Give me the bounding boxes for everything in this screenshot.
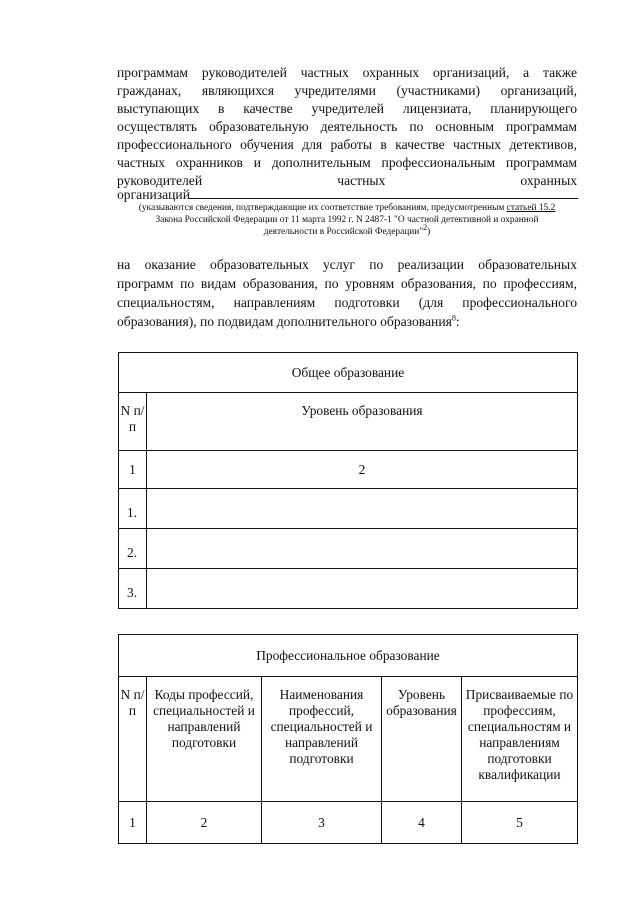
footnote-prefix: (указываются сведения, подтверждающие их соответствие требованиям, предусмотренным <box>138 203 507 213</box>
professional-table-title: Профессиональное образование <box>119 635 578 677</box>
footnote-marker: 2 <box>423 222 428 232</box>
footnote-line-3 <box>117 222 577 238</box>
intro-line-4: осуществлять образовательную деятельность по основным программам <box>117 119 577 134</box>
footnote-line-3-text: деятельности в Российской Федерации" <box>263 227 424 237</box>
professional-col-number: N п/п <box>119 677 147 802</box>
services-line-3: специальностям, направлениям подготовки (для профессионального <box>117 295 577 310</box>
footnote-line-2: Закона Российской Федерации от 11 марта 1992 г. N 2487-1 "О частной детективной и охранной <box>155 215 539 225</box>
general-row-level-field[interactable] <box>147 569 578 609</box>
professional-education-table <box>118 634 578 844</box>
intro-last-line: организаций <box>117 187 190 202</box>
footnote-line-3-suffix: ) <box>427 227 431 237</box>
professional-index-1: 1 <box>119 802 147 844</box>
intro-line-1: программам руководителей частных охранных организаций, а также <box>117 65 577 80</box>
services-line-2: программ по видам образования, по уровням образования, по профессиям, <box>117 276 577 291</box>
intro-line-7: руководителей частных охранных <box>117 173 577 188</box>
general-table-title: Общее образование <box>119 353 578 393</box>
professional-index-2: 2 <box>147 802 262 844</box>
article-link[interactable]: статьей 15.2 <box>506 203 556 213</box>
professional-index-3: 3 <box>262 802 382 844</box>
professional-col-qualifications: Присваиваемые по профессиям, специальностям и направлениям подготовки квалификации <box>462 677 578 802</box>
general-index-2: 2 <box>147 451 578 489</box>
intro-line-5: профессионального обучения для работы в качестве частных детективов, <box>117 137 577 152</box>
professional-col-codes: Коды профессий, специальностей и направлений подготовки <box>147 677 262 802</box>
general-row-level-field[interactable] <box>147 529 578 569</box>
general-row-number: 2. <box>119 529 147 569</box>
professional-col-level: Уровень образования <box>382 677 462 802</box>
footnote-line-1 <box>117 202 577 214</box>
professional-index-5: 5 <box>462 802 578 844</box>
services-footnote-marker: 8 <box>451 313 456 323</box>
general-col-number: N п/п <box>119 393 147 451</box>
general-education-table <box>118 352 578 609</box>
fill-in-line[interactable] <box>188 198 578 199</box>
services-line-1: на оказание образовательных услуг по реализации образовательных <box>117 257 577 272</box>
professional-col-names: Наименования профессий, специальностей и направлений подготовки <box>262 677 382 802</box>
services-colon: : <box>455 314 460 329</box>
general-index-1: 1 <box>119 451 147 489</box>
general-row-number: 1. <box>119 489 147 529</box>
intro-line-2: гражданах, являющихся учредителями (участниками) организаций, <box>117 83 577 98</box>
services-last-line <box>117 313 460 331</box>
general-row-level-field[interactable] <box>147 489 578 529</box>
services-last-text: образования), по подвидам дополнительного образования <box>117 314 452 329</box>
general-col-level: Уровень образования <box>147 393 578 451</box>
general-row-number: 3. <box>119 569 147 609</box>
professional-index-4: 4 <box>382 802 462 844</box>
intro-line-6: частных охранников и дополнительным профессиональным программам <box>117 155 577 170</box>
intro-line-3: выступающих в качестве учредителей лицензиата, планирующего <box>117 101 577 116</box>
